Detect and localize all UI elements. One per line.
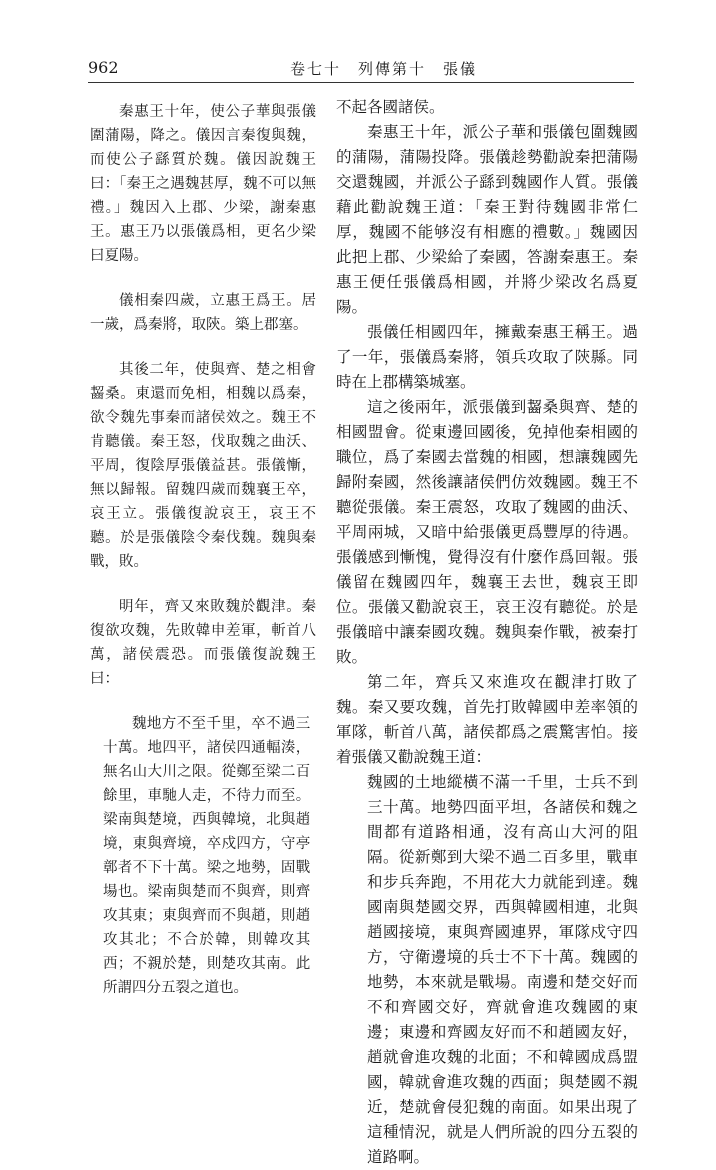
translation-continuation: 不起各國諸侯。 — [336, 98, 445, 116]
translation-paragraph-2: 張儀任相國四年，擁戴秦惠王稱王。過了一年，張儀爲秦將，領兵攻取了陝縣。同時在上郡構築城塞。 — [336, 323, 638, 391]
classical-paragraph-3: 其後二年，使與齊、楚之相會齧桑。東還而免相，相魏以爲秦，欲令魏先事秦而諸侯效之。魏王不肯聽儀。秦王怒，伐取魏之曲沃、平周，復陰厚張儀益甚。張儀慚，無以歸報。留魏四歲而魏襄王卒，哀王立。張儀復說哀王，哀王不聽。於是張儀陰令秦伐魏。魏與秦戰，敗。 — [90, 362, 316, 570]
classical-paragraph-4: 明年，齊又來敗魏於觀津。秦復欲攻魏，先敗韓申差軍，斬首八萬，諸侯震恐。而張儀復說魏王曰： — [90, 599, 316, 687]
page-header — [0, 0, 716, 90]
translation-paragraph-3: 這之後兩年，派張儀到齧桑與齊、楚的相國盟會。從東邊回國後，免掉他秦相國的職位，爲了秦國去當魏的相國，想讓魏國先歸附秦國，然後讓諸侯們仿效魏國。魏王不聽從張儀。秦王震怒，攻取了魏國的曲沃、平周兩城，又暗中給張儀更爲豐厚的待遇。張儀感到慚愧，覺得沒有什麼作爲回報。張儀留在魏國四年，魏襄王去世，魏哀王即位。張儀又勸說哀王，哀王沒有聽從。於是張儀暗中讓秦國攻魏。魏與秦作戰，被秦打敗。 — [336, 398, 638, 666]
running-head: 卷七十 列傳第十 張儀 — [290, 60, 478, 78]
translation-paragraph-1: 秦惠王十年，派公子華和張儀包圍魏國的蒲陽，蒲陽投降。張儀趁勢勸說秦把蒲陽交還魏國，并派公子繇到魏國作人質。張儀藉此勸說魏王道：「秦王對待魏國非常仁厚，魏國不能够沒有相應的禮數。」魏國因此把上郡、少梁給了秦國，答謝秦惠王。秦惠王便任張儀爲相國，并將少梁改名爲夏陽。 — [336, 123, 638, 316]
page-number: 962 — [88, 58, 119, 77]
classical-paragraph-2: 儀相秦四歲，立惠王爲王。居一歲，爲秦將，取陝。築上郡塞。 — [90, 293, 316, 333]
header-rule — [88, 82, 634, 83]
modern-translation-column — [336, 95, 638, 1170]
classical-text-column — [90, 100, 316, 1021]
translation-paragraph-4: 第二年，齊兵又來進攻在觀津打敗了魏。秦又要攻魏，首先打敗韓國申差率領的軍隊，斬首八萬，諸侯都爲之震驚害怕。接着張儀又勸說魏王道： — [336, 673, 638, 766]
translation-quoted-speech: 魏國的土地縱橫不滿一千里，士兵不到三十萬。地勢四面平坦，各諸侯和魏之間都有道路相通，沒有高山大河的阻隔。從新鄭到大梁不過二百多里，戰車和步兵奔跑，不用花大力就能到達。魏國南與楚國交界，西與韓國相連，北與趙國接境，東與齊國連界，軍隊戍守四方，守衛邊境的兵士不下十萬。魏國的地勢，本來就是戰場。南邊和楚交好而不和齊國交好，齊就會進攻魏國的東邊；東邊和齊國友好而不和趙國友好，趙就會進攻魏的北面；不和韓國成爲盟國，韓就會進攻魏的西面；與楚國不親近，楚就會侵犯魏的南面。如果出現了這種情況，就是人們所說的四分五裂的道路啊。 — [367, 773, 638, 1166]
classical-paragraph-1: 秦惠王十年，使公子華與張儀圍蒲陽，降之。儀因言秦復與魏，而使公子繇質於魏。儀因說魏王曰：「秦王之遇魏甚厚，魏不可以無禮。」魏因入上郡、少梁，謝秦惠王。惠王乃以張儀爲相，更名少梁曰夏陽。 — [90, 104, 316, 264]
classical-quoted-speech: 魏地方不至千里，卒不過三十萬。地四平，諸侯四通輻湊，無名山大川之限。從鄭至梁二百餘里，車馳人走，不待力而至。梁南與楚境，西與韓境，北與趙境，東與齊境，卒戍四方，守亭鄣者不下十萬。梁之地勢，固戰場也。梁南與楚而不與齊，則齊攻其東；東與齊而不與趙，則趙攻其北；不合於韓，則韓攻其西；不親於楚，則楚攻其南。此所謂四分五裂之道也。 — [103, 716, 311, 996]
